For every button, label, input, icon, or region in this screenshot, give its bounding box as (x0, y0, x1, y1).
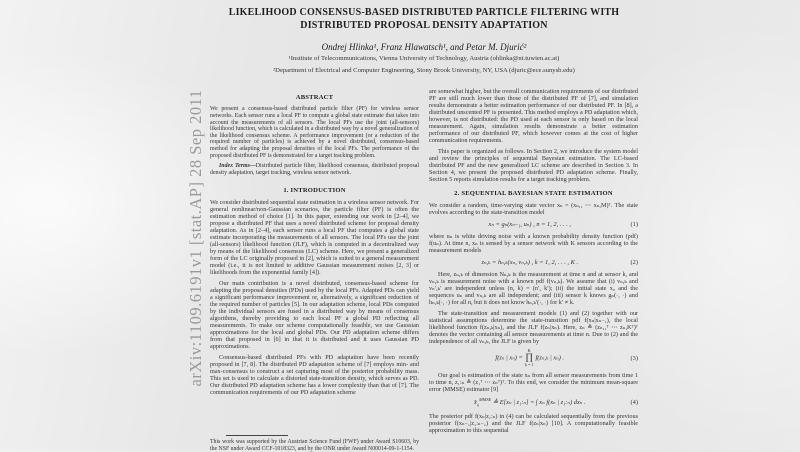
author-line: Ondrej Hlinka¹, Franz Hlawatsch¹, and Petar M. Djurić² (321, 42, 527, 53)
index-terms-text: Distributed particle filter, likelihood consensus, distributed proposal density adaptation, target tracking, wireless sensor network. (210, 163, 419, 176)
equation-3-rhs: f(zₙ,ₖ | xₙ) . (535, 354, 565, 362)
index-terms-label: Index Terms— (219, 163, 256, 170)
equation-4-formula (429, 397, 631, 407)
product-upper-limit: K (527, 348, 531, 354)
section2-paragraph-6: The posterior pdf f(xₙ|z₁:ₙ) in (4) can be calculated sequentially from the previous posterior f(xₙ₋₁|z₁:ₙ₋₁) and the JLF f(zₙ|xₙ) [10]. A computationally feasible approximation to this sequential (429, 412, 638, 434)
equation-3-lhs: f(zₙ | xₙ) = (495, 354, 523, 362)
two-column-layout (210, 88, 638, 452)
equation-4-number: (4) (630, 399, 638, 407)
equation-3-number: (3) (630, 354, 638, 362)
equation-1-formula: xₙ = gₙ(xₙ₋₁, uₙ) , n = 1, 2, . . . , (488, 221, 571, 229)
section1-heading: 1. INTRODUCTION (283, 187, 346, 195)
equation-2-number: (2) (630, 258, 638, 266)
footnote-block (210, 433, 419, 452)
equation-1-number: (1) (630, 220, 638, 228)
section2-paragraph-5: Our goal is estimation of the state xₙ from all sensor measurements from time 1 to time n, z₁:ₙ ≜ (z₁ᵀ ⋯ zₙᵀ)ᵀ. To this end, we consider the minimum mean-square error (MMSE) estimator [9] (429, 372, 638, 394)
arxiv-stamp: arXiv:1109.6191v1 [stat.AP] 28 Sep 2011 (186, 89, 205, 387)
paper-page (210, 0, 638, 452)
product-symbol: ∏ (525, 352, 534, 363)
footnote-rule (226, 435, 288, 436)
section2-paragraph-4: The state-transition and measurement models (1) and (2) together with our statistical assumptions determine the state-transition pdf f(xₙ|xₙ₋₁), the local likelihood function f(zₙ,ₖ|xₙ), and the JLF f(zₙ|xₙ). Here, zₙ ≜ (zₙ,₁ᵀ ⋯ zₙ,Kᵀ)ᵀ denotes the vector containing all sensor measurements at time n. Due to (2) and the independence of all vₙ,ₖ, the JLF is given by (429, 310, 638, 346)
estimator-subscript: n (476, 402, 479, 408)
section2-paragraph-1: We consider a random, time-varying state vector xₙ = (xₙ,₁ ⋯ xₙ,M)ᵀ. The state evolves according to the state-transition model (429, 202, 638, 217)
product-operator (525, 349, 534, 367)
section2-paragraph-2: where uₙ is white driving noise with a known probability density function (pdf) f(uₙ). At time n, xₙ is sensed by a sensor network with K sensors according to the measurement models (429, 233, 638, 255)
footnote-text: This work was supported by the Austrian Science Fund (FWF) under Award S10603, by the NSF under Award CCF-1018323, and by the ONR under Award N00014-09-1-1154. (210, 439, 419, 452)
paper-title: LIKELIHOOD CONSENSUS-BASED DISTRIBUTED PARTICLE FILTERING WITH DISTRIBUTED PROPOSAL DENSITY ADAPTATION (228, 7, 620, 32)
estimator-superscript: MMSE (479, 397, 492, 403)
equation-4-rhs: ≜ E[xₙ | z₁:ₙ] = ∫ xₙ f(xₙ | z₁:ₙ) dxₙ . (491, 399, 586, 407)
right-column (429, 88, 638, 437)
equation-2 (429, 258, 638, 266)
section2-heading: 2. SEQUENTIAL BAYESIAN STATE ESTIMATION (454, 190, 613, 198)
equation-1 (429, 220, 638, 228)
abstract-text: We present a consensus-based distributed particle filter (PF) for wireless sensor networks. Each sensor runs a local PF to compute a global state estimate that takes into account the measurements of all sensors. The local PFs use the joint (all-sensors) likelihood function, which is calculated in a distributed way by a novel generalization of the likelihood consensus scheme. A performance improvement (or a reduction of the required number of particles) is achieved by a novel distributed, consensus-based method for adapting the proposal densities of the local PFs. The performance of the proposed distributed PF is demonstrated for a target tracking problem. (210, 106, 419, 159)
equation-4 (429, 397, 638, 407)
intro-paragraph-1: We consider distributed sequential state estimation in a wireless sensor network. For general nonlinear/non-Gaussian scenarios, the particle filter (PF) is often the estimation method of choice [1]. In this paper, extending our work in [2–4], we propose a distributed PF that uses a novel distributed scheme for proposal density adaptation. As in [2–4], each sensor runs a local PF that computes a global state estimate incorporating the measurements of all sensors. The local PFs use the joint (all-sensors) likelihood function (JLF), which is computed in a decentralized way by means of the likelihood consensus (LC) scheme. Here, we present a generalized form of the LC originally proposed in [2], which is suited to a general measurement model (i.e., it is not limited to additive Gaussian measurement noises [2, 3] or likelihoods from the exponential family [4]). (210, 199, 419, 277)
index-terms (210, 163, 419, 176)
section2-paragraph-3: Here, zₙ,ₖ of dimension Nₙ,ₖ is the measurement at time n and at sensor k, and vₙ,ₖ is measurement noise with a known pdf f(vₙ,ₖ). We assume that (i) vₙ,ₖ and vₙ′,ₖ′ are independent unless (n, k) = (n′, k′); (ii) the initial state x₀ and the sequences uₙ and vₙ,ₖ are all independent; and (iii) sensor k knows gₙ(·, ·) and hₙ,ₖ(·, ·) for all n, but it does not know hₙ,ₖ′(·, ·) for k′ ≠ k. (429, 271, 638, 307)
rightcol-paragraph-1: are somewhat higher, but the overall communication requirements of our distributed PF are still much lower than those of the distributed PF of [7], and simulation results demonstrate a better estimation performance of our distributed PF. In [8], a distributed unscented PF is presented. This method employs a PD adaptation which, however, is not distributed: the PD used at each sensor is only based on the local measurement. Again, simulation results demonstrate a better estimation performance of our distributed PF, which however comes at the cost of higher communication requirements. (429, 88, 638, 145)
equation-3-formula (429, 349, 631, 367)
left-column (210, 88, 419, 452)
equation-2-formula: zₙ,ₖ = hₙ,ₖ(xₙ, vₙ,ₖ) , k = 1, 2, . . . , K . (481, 259, 579, 267)
affiliation-line-2: ²Department of Electrical and Computer Engineering, Stony Brook University, NY, USA (djuric@ece.sunysb.edu) (273, 66, 575, 74)
estimator-xhat: x̂ (473, 399, 477, 407)
intro-paragraph-3: Consensus-based distributed PFs with PD adaptation have been recently proposed in [7, 8]. The distributed PD adaptation scheme of [7] employs min- and max-consensus to construct a set capturing most of the posterior probability mass. This set is used to calculate a distorted state-transition density, which serves as PD. Our distributed PD adaptation scheme has a lower complexity than that of [7]. The communication requirements of our PD adaptation scheme (210, 354, 419, 397)
intro-paragraph-2: Our main contribution is a novel distributed, consensus-based scheme for adapting the proposal densities (PDs) used by the local PFs. Adapted PDs can yield a significant performance improvement or, alternatively, a significant reduction of the required number of particles [5]. In our adaptation scheme, local PDs computed by the individual sensors are fused in a distributed way by means of consensus algorithms, thereby providing to each local PF a global PD reflecting all measurements. To make our scheme computationally feasible, we use Gaussian approximations for the local and global PDs. Our PD adaptation scheme differs from that proposed in [6] in that it is distributed and it uses Gaussian PD approximations. (210, 280, 419, 351)
rightcol-paragraph-2: This paper is organized as follows. In Section 2, we introduce the system model and review the principles of sequential Bayesian estimation. The LC-based distributed PF and the new generalized LC scheme are described in Section 3. In Section 4, we present the proposed distributed PD adaptation scheme. Finally, Section 5 reports simulation results for a target tracking problem. (429, 148, 638, 184)
affiliation-line-1: ¹Institute of Telecommunications, Vienna University of Technology, Austria (ohlinka@nt.tuwien.ac.at) (288, 55, 560, 63)
abstract-heading: ABSTRACT (295, 94, 334, 102)
product-lower-limit: k = 1 (524, 362, 534, 368)
equation-3 (429, 349, 638, 367)
